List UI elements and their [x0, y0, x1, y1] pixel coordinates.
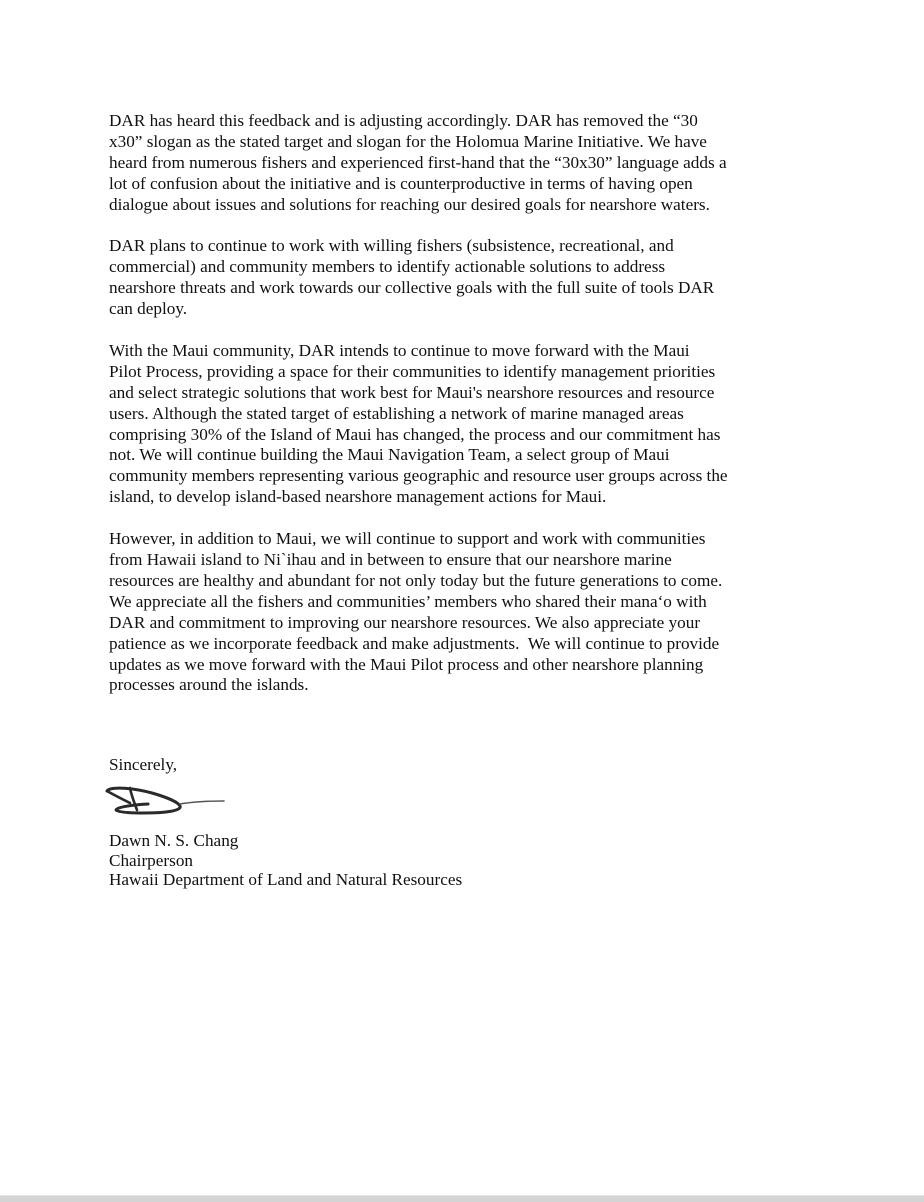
text-line: With the Maui community, DAR intends to continue to move forward with the Maui — [109, 340, 690, 360]
text-line: nearshore threats and work towards our collective goals with the full suite of tools DAR — [109, 278, 715, 298]
text-line: commercial) and community members to identify actionable solutions to address — [109, 257, 666, 277]
text-line: We appreciate all the fishers and communities’ members who shared their mana‘o with — [109, 591, 707, 611]
text-line: processes around the islands. — [109, 675, 309, 695]
text-line: DAR plans to continue to work with willing fishers (subsistence, recreational, and — [109, 236, 674, 256]
paragraph-other-islands — [109, 529, 777, 696]
signer-organization: Hawaii Department of Land and Natural Resources — [109, 870, 463, 889]
text-line: island, to develop island-based nearshore management actions for Maui. — [109, 487, 607, 507]
text-line: lot of confusion about the initiative and is counterproductive in terms of having open — [109, 173, 693, 193]
letter-body — [109, 111, 777, 717]
text-line: dialogue about issues and solutions for reaching our desired goals for nearshore waters. — [109, 194, 710, 214]
signer-title: Chairperson — [109, 850, 194, 870]
signer-name: Dawn N. S. Chang — [109, 831, 239, 850]
text-line: Pilot Process, providing a space for their communities to identify management priorities — [109, 361, 716, 381]
text-line: and select strategic solutions that work best for Maui's nearshore resources and resource — [109, 382, 715, 402]
text-line: heard from numerous fishers and experienced first-hand that the “30x30” language adds a — [109, 152, 727, 172]
text-line: can deploy. — [109, 299, 188, 319]
text-line: updates as we move forward with the Maui Pilot process and other nearshore planning — [109, 654, 704, 674]
paragraph-feedback — [109, 111, 777, 216]
text-line: from Hawaii island to Ni`ihau and in between to ensure that our nearshore marine — [109, 549, 672, 569]
text-line: community members representing various geographic and resource user groups across the — [109, 466, 728, 486]
handwritten-signature-icon — [104, 782, 226, 818]
text-line: DAR has heard this feedback and is adjusting accordingly. DAR has removed the “30 — [109, 111, 698, 130]
text-line: However, in addition to Maui, we will continue to support and work with communities — [109, 529, 706, 549]
text-line: not. We will continue building the Maui Navigation Team, a select group of Maui — [109, 445, 670, 465]
text-line: DAR and commitment to improving our nearshore resources. We also appreciate your — [109, 612, 701, 632]
text-line: resources are healthy and abundant for not only today but the future generations to come. — [109, 570, 723, 590]
text-line: users. Although the stated target of establishing a network of marine managed areas — [109, 403, 684, 423]
text-line: comprising 30% of the Island of Maui has changed, the process and our commitment has — [109, 424, 721, 444]
closing-salutation: Sincerely, — [109, 755, 178, 774]
signer-block — [109, 831, 462, 890]
paragraph-plans — [109, 236, 777, 320]
paragraph-maui-pilot — [109, 341, 777, 508]
text-line: patience as we incorporate feedback and make adjustments. We will continue to provide — [109, 633, 720, 653]
text-line: x30” slogan as the stated target and slogan for the Holomua Marine Initiative. We have — [109, 131, 707, 151]
